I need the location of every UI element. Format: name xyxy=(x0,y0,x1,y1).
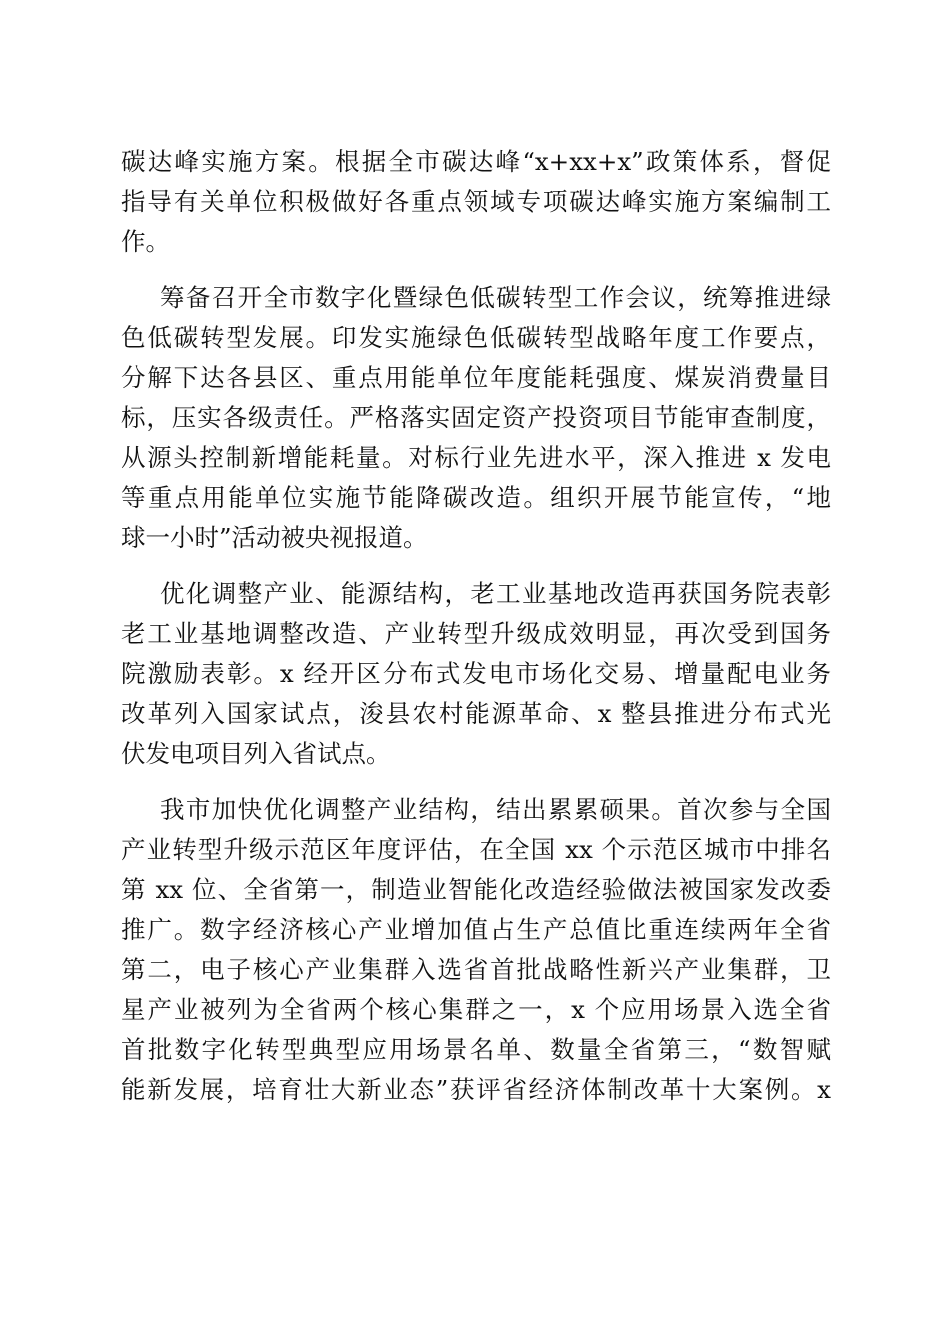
paragraph-2-line-1: 筹备召开全市数字化暨绿色低碳转型工作会议，统筹推进绿 xyxy=(160,283,831,312)
paragraph-2-line-7: 球一小时”活动被央视报道。 xyxy=(121,523,428,552)
paragraph-2-line-2: 色低碳转型发展。印发实施绿色低碳转型战略年度工作要点， xyxy=(121,323,831,352)
paragraph-3-line-2: 老工业基地调整改造、产业转型升级成效明显，再次受到国务 xyxy=(121,619,831,648)
paragraph-2-line-6: 等重点用能单位实施节能降碳改造。组织开展节能宣传，“地 xyxy=(121,483,831,512)
paragraph-3-line-4: 改革列入国家试点，浚县农村能源革命、x 整县推进分布式光 xyxy=(121,699,831,728)
paragraph-4-line-3: 第 xx 位、全省第一，制造业智能化改造经验做法被国家发改委 xyxy=(121,875,831,904)
paragraph-4-line-1: 我市加快优化调整产业结构，结出累累硕果。首次参与全国 xyxy=(160,795,831,824)
paragraph-4-line-6: 星产业被列为全省两个核心集群之一，x 个应用场景入选全省 xyxy=(121,995,831,1024)
paragraph-1-line-2: 指导有关单位积极做好各重点领域专项碳达峰实施方案编制工 xyxy=(121,187,831,216)
paragraph-2-line-3: 分解下达各县区、重点用能单位年度能耗强度、煤炭消费量目 xyxy=(121,363,831,392)
paragraph-4-line-8: 能新发展，培育壮大新业态”获评省经济体制改革十大案例。x xyxy=(121,1075,831,1104)
paragraph-4-line-4: 推广。数字经济核心产业增加值占生产总值比重连续两年全省 xyxy=(121,915,831,944)
paragraph-2-line-4: 标，压实各级责任。严格落实固定资产投资项目节能审查制度， xyxy=(121,403,831,432)
paragraph-1-line-3: 作。 xyxy=(121,227,170,256)
paragraph-3-line-5: 伏发电项目列入省试点。 xyxy=(121,739,391,768)
paragraph-3-line-1: 优化调整产业、能源结构，老工业基地改造再获国务院表彰 xyxy=(160,579,831,608)
paragraph-1-line-1: 碳达峰实施方案。根据全市碳达峰“x+xx+x”政策体系，督促 xyxy=(121,147,831,176)
paragraph-4-line-5: 第二，电子核心产业集群入选省首批战略性新兴产业集群，卫 xyxy=(121,955,831,984)
paragraph-3-line-3: 院激励表彰。x 经开区分布式发电市场化交易、增量配电业务 xyxy=(121,659,831,688)
paragraph-4-line-7: 首批数字化转型典型应用场景名单、数量全省第三，“数智赋 xyxy=(121,1035,831,1064)
paragraph-2-line-5: 从源头控制新增能耗量。对标行业先进水平，深入推进 x 发电 xyxy=(121,443,831,472)
paragraph-4-line-2: 产业转型升级示范区年度评估，在全国 xx 个示范区城市中排名 xyxy=(121,835,831,864)
